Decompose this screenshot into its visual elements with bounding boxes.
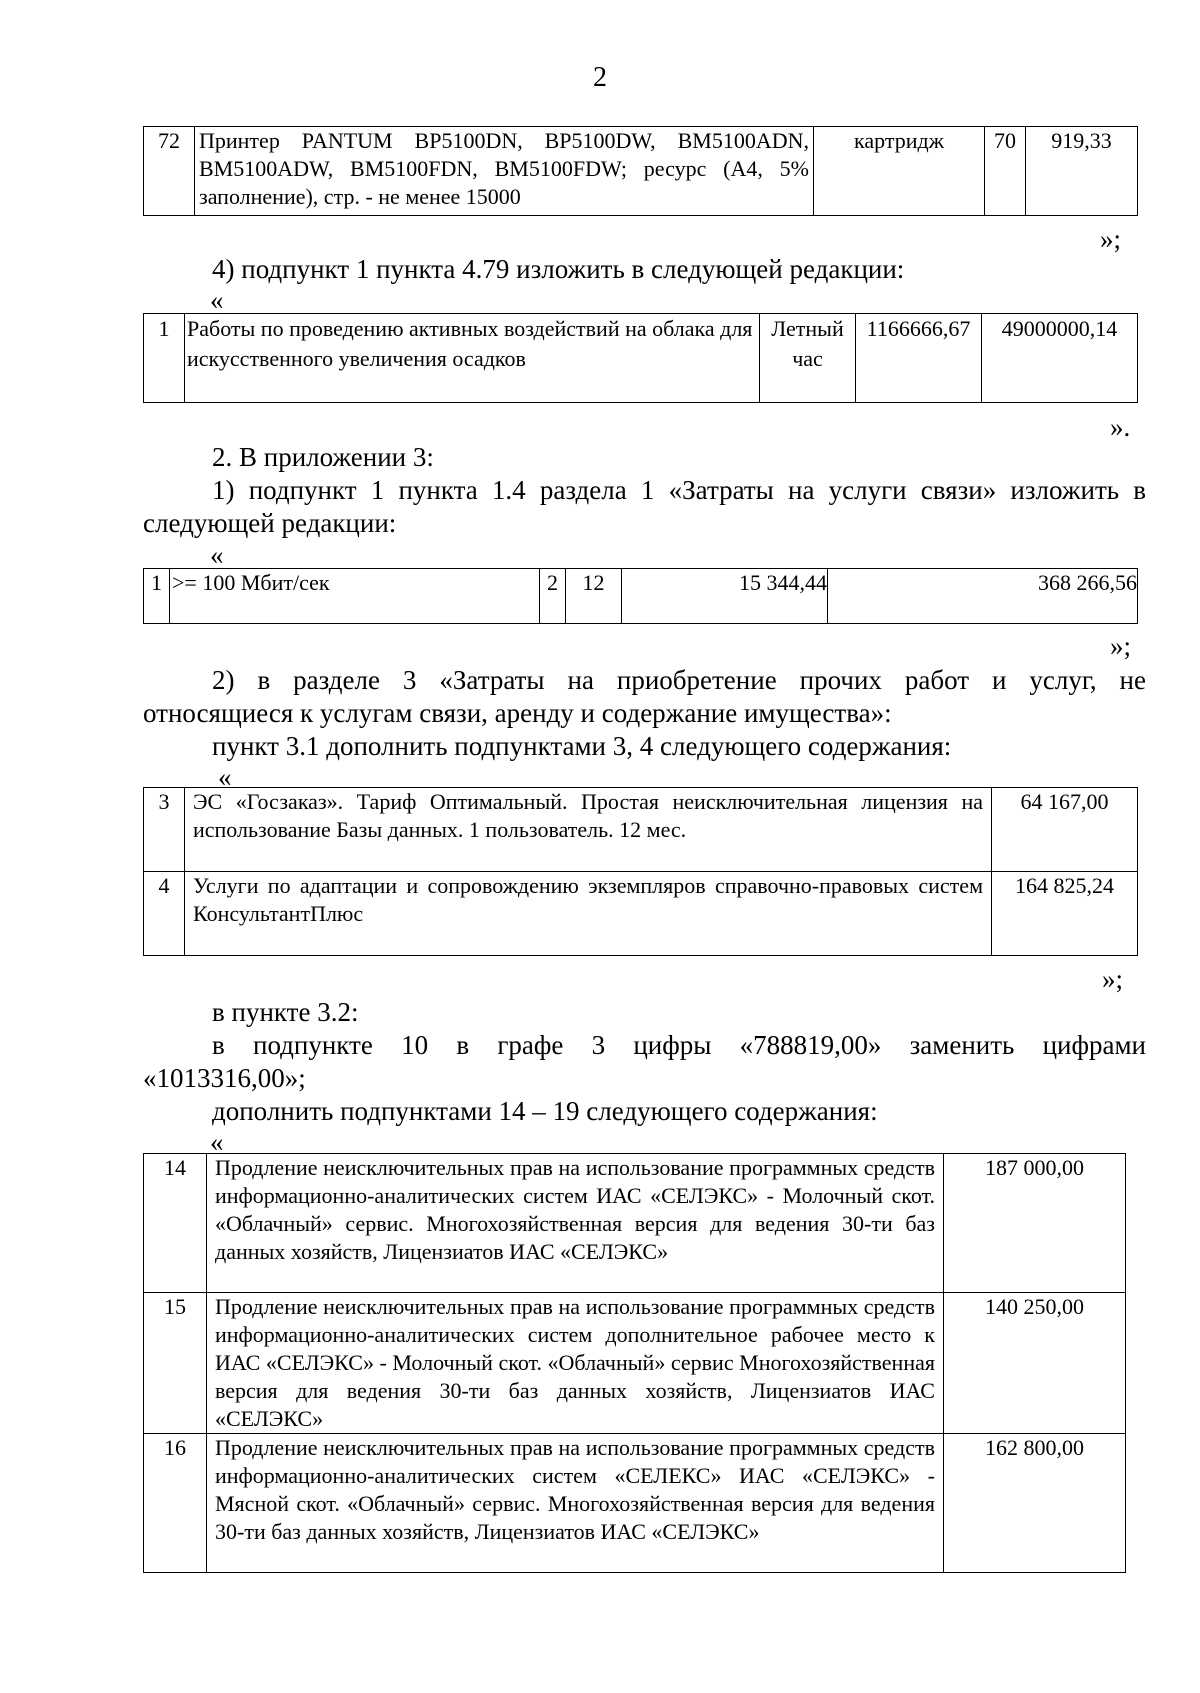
item-name: >= 100 Мбит/сек (170, 569, 540, 624)
item-price: 162 800,00 (944, 1434, 1126, 1573)
table-row (144, 1293, 1126, 1434)
table-row (144, 872, 1138, 956)
section-2-item-2: 2) в разделе 3 «Затраты на приобретение прочих работ и услуг, не (212, 665, 1146, 695)
row-number: 4 (144, 872, 185, 956)
item-total: 49000000,14 (982, 314, 1138, 403)
paragraph-3-2-replace: в подпункте 10 в графе 3 цифры «788819,00» заменить цифрами (212, 1030, 1146, 1060)
item-unit: Летный час (760, 314, 856, 403)
open-quote: « (210, 1127, 224, 1157)
table-selex (143, 1153, 1126, 1573)
table-licenses (143, 787, 1138, 956)
row-number: 72 (144, 127, 195, 216)
row-number: 1 (144, 314, 185, 403)
table-printer (143, 126, 1138, 216)
item-price: 140 250,00 (944, 1293, 1126, 1434)
row-number: 1 (144, 569, 170, 624)
item-price: 64 167,00 (992, 788, 1138, 872)
item-price: 164 825,24 (992, 872, 1138, 956)
paragraph-item-4: 4) подпункт 1 пункта 4.79 изложить в следующей редакции: (212, 254, 905, 284)
item-name: Услуги по адаптации и сопровождению экземпляров справочно-правовых систем КонсультантПлюс (185, 872, 992, 956)
item-unit: картридж (814, 127, 985, 216)
table-cloud-seeding (143, 313, 1138, 403)
row-number: 3 (144, 788, 185, 872)
close-quote: »; (1102, 964, 1124, 994)
row-number: 16 (144, 1434, 207, 1573)
item-name: Работы по проведению активных воздействий на облака для искусственного увеличения осадков (185, 314, 760, 403)
item-price: 15 344,44 (622, 569, 828, 624)
table-row (144, 1154, 1126, 1293)
item-name: Принтер PANTUM BP5100DN, BP5100DW, BM5100ADN, BM5100ADW, BM5100FDN, BM5100FDW; ресурс (A4, 5% заполнение), стр. - не менее 15000 (195, 127, 814, 216)
paragraph-3-2-replace-cont: «1013316,00»; (143, 1063, 306, 1093)
item-price: 187 000,00 (944, 1154, 1126, 1293)
table-internet (143, 568, 1138, 624)
table-row (144, 1434, 1126, 1573)
page-number: 2 (593, 62, 607, 93)
table-row (144, 314, 1138, 403)
table-row (144, 788, 1138, 872)
section-2-heading: 2. В приложении 3: (212, 442, 434, 472)
table-row (144, 127, 1138, 216)
paragraph-3-2-add: дополнить подпунктами 14 – 19 следующего содержания: (212, 1096, 878, 1126)
item-total: 368 266,56 (828, 569, 1138, 624)
item-price: 1166666,67 (856, 314, 982, 403)
section-2-item-1-cont: следующей редакции: (143, 508, 397, 538)
open-quote: « (210, 285, 224, 315)
row-number: 14 (144, 1154, 207, 1293)
paragraph-3-1: пункт 3.1 дополнить подпунктами 3, 4 следующего содержания: (212, 731, 952, 761)
item-price: 919,33 (1026, 127, 1138, 216)
section-2-item-1: 1) подпункт 1 пункта 1.4 раздела 1 «Затраты на услуги связи» изложить в (212, 475, 1146, 505)
item-name: ЭС «Госзаказ». Тариф Оптимальный. Простая неисключительная лицензия на использование Базы данных. 1 пользователь. 12 мес. (185, 788, 992, 872)
paragraph-3-2: в пункте 3.2: (212, 997, 359, 1027)
item-col3: 2 (540, 569, 566, 624)
table-row (144, 569, 1138, 624)
open-quote: « (218, 762, 232, 792)
item-name: Продление неисключительных прав на использование программных средств информационно-аналитических систем ИАС «СЕЛЭКС» - Молочный скот. «Облачный» сервис. Многохозяйственная версия для ведения 30-ти баз данных хозяйств, Лицензиатов ИАС «СЕЛЭКС» (207, 1154, 944, 1293)
close-quote: »; (1110, 631, 1132, 661)
section-2-item-2-cont: относящиеся к услугам связи, аренду и содержание имущества»: (143, 698, 892, 728)
item-col4: 12 (566, 569, 622, 624)
item-qty: 70 (985, 127, 1026, 216)
item-name: Продление неисключительных прав на использование программных средств информационно-аналитических систем «СЕЛЕКС» ИАС «СЕЛЭКС» - Мясной скот. «Облачный» сервис. Многохозяйственная версия для ведения 30-ти баз данных хозяйств, Лицензиатов ИАС «СЕЛЭКС» (207, 1434, 944, 1573)
item-name: Продление неисключительных прав на использование программных средств информационно-аналитических систем дополнительное рабочее место к ИАС «СЕЛЭКС» - Молочный скот. «Облачный» сервис Многохозяйственная версия для ведения 30-ти баз данных хозяйств, Лицензиатов ИАС «СЕЛЭКС» (207, 1293, 944, 1434)
close-quote: »; (1100, 224, 1122, 254)
open-quote: « (210, 540, 224, 570)
row-number: 15 (144, 1293, 207, 1434)
close-quote: ». (1110, 412, 1131, 442)
